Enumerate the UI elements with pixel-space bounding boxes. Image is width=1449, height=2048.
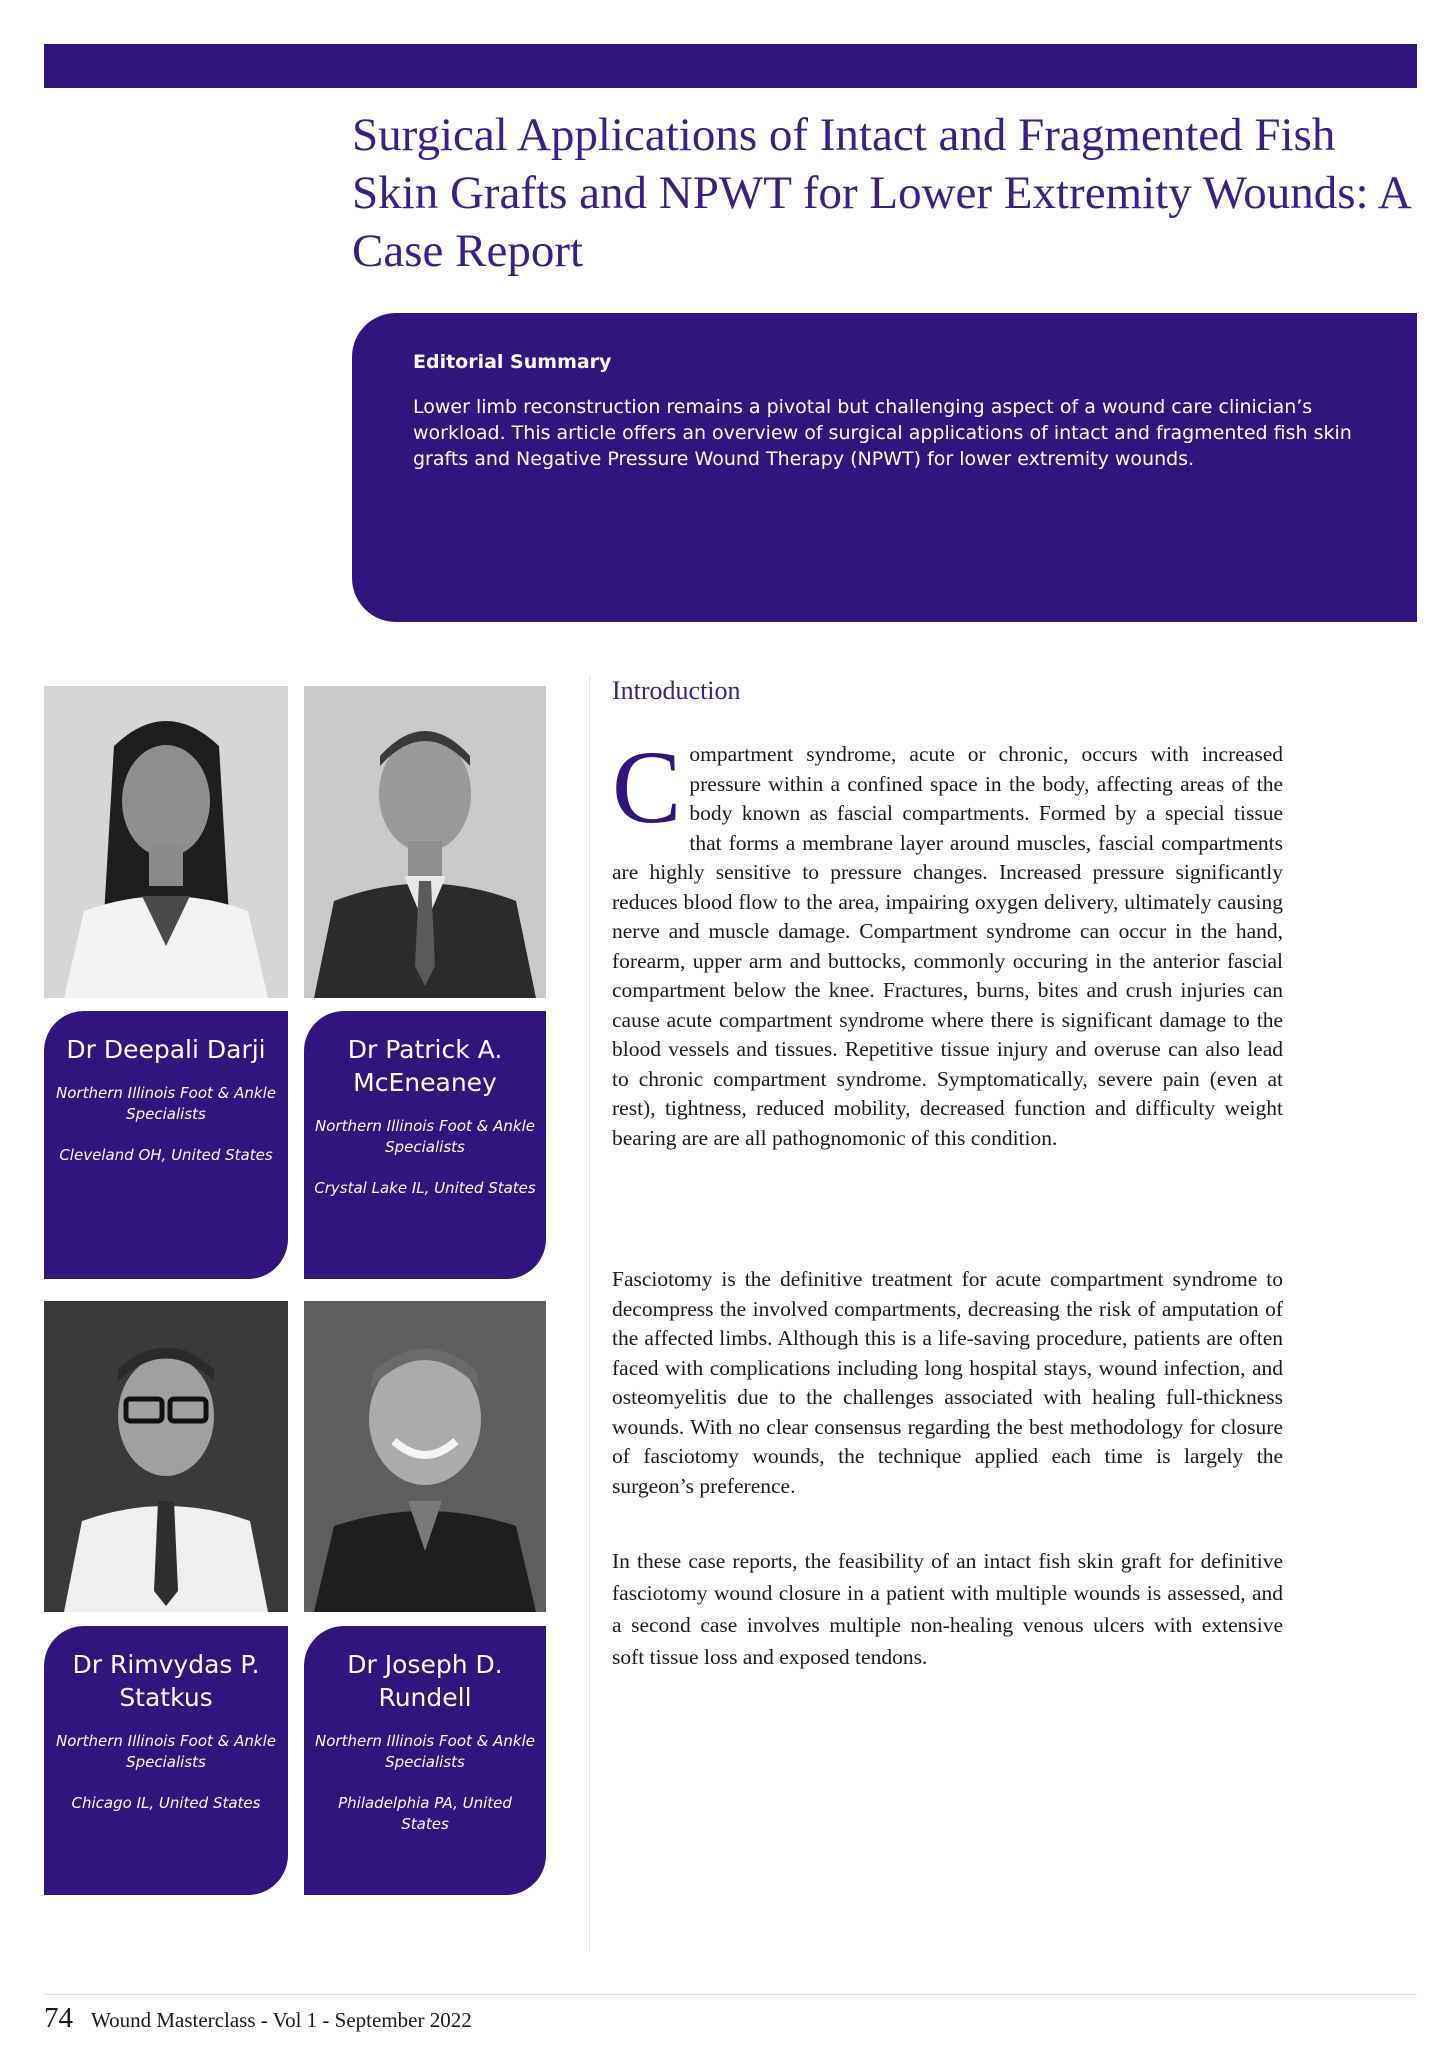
column-divider: [589, 676, 590, 1951]
introduction-paragraph-1-text: ompartment syndrome, acute or chronic, occurs with increased pressure within a confined space in the body, affecting areas of the body known as fascial compartments. Formed by a special tissue that forms a membrane layer around muscles, fascial compartments are highly sensitive to pressure changes. Increased pressure significantly reduces blood flow to the area, impairing oxygen delivery, ultimately causing nerve and muscle damage. Compartment syndrome can occur in the hand, forearm, upper arm and buttocks, commonly occuring in the anterior fascial compartment below the knee. Fractures, burns, bites and crush injuries can cause acute compartment syndrome where there is significant damage to the blood vessels and tissues. Repetitive tissue injury and overuse can also lead to chronic compartment syndrome. Symptomatically, severe pain (even at rest), tightness, reduced mobility, decreased function and difficulty weight bearing are are all pathognomonic of this condition.: [612, 742, 1283, 1150]
page-number: 74: [44, 2002, 73, 2034]
header-bar: [44, 44, 1417, 88]
author-location: Philadelphia PA, United States: [338, 1794, 512, 1833]
author-affiliation: Northern Illinois Foot & Ankle Specialists: [315, 1117, 535, 1156]
author-card-statkus: [44, 1626, 288, 1895]
author-location: Chicago IL, United States: [71, 1794, 261, 1812]
author-card-darji: [44, 1011, 288, 1279]
page-footer: [44, 2002, 472, 2035]
author-affiliation: Northern Illinois Foot & Ankle Specialists: [315, 1732, 535, 1771]
editorial-summary-heading: Editorial Summary: [413, 351, 612, 373]
author-photo-mceneaney: [304, 686, 546, 998]
author-card-rundell: [304, 1626, 546, 1895]
author-affiliation: Northern Illinois Foot & Ankle Specialists: [56, 1732, 276, 1771]
author-photo-darji: [44, 686, 288, 998]
editorial-summary-text: Lower limb reconstruction remains a pivotal but challenging aspect of a wound care clinician’s workload. This article offers an overview of surgical applications of intact and fragmented fish skin grafts and Negative Pressure Wound Therapy (NPWT) for lower extremity wounds.: [413, 396, 1352, 470]
author-photo-statkus: [44, 1301, 288, 1612]
author-name: Dr Deepali Darji: [66, 1035, 266, 1064]
author-name: Dr Joseph D. Rundell: [347, 1650, 503, 1712]
editorial-summary-box: [352, 313, 1417, 622]
author-photo-rundell: [304, 1301, 546, 1612]
article-title: Surgical Applications of Intact and Fragmented Fish Skin Grafts and NPWT for Lower Extremity Wounds: A Case Report: [352, 109, 1410, 277]
introduction-paragraph-3: In these case reports, the feasibility of an intact fish skin graft for definitive fasciotomy wound closure in a patient with multiple wounds is assessed, and a second case involves multiple non-healing venous ulcers with extensive soft tissue loss and exposed tendons.: [612, 1549, 1283, 1669]
author-name: Dr Rimvydas P. Statkus: [72, 1650, 260, 1712]
journal-citation: Wound Masterclass - Vol 1 - September 2022: [91, 2008, 472, 2032]
author-affiliation: Northern Illinois Foot & Ankle Specialists: [56, 1084, 276, 1123]
author-location: Crystal Lake IL, United States: [314, 1179, 536, 1197]
author-card-mceneaney: [304, 1011, 546, 1279]
introduction-heading: Introduction: [612, 676, 741, 705]
footer-rule: [44, 1994, 1417, 1995]
introduction-paragraph-1: [612, 730, 1283, 1153]
author-location: Cleveland OH, United States: [59, 1146, 273, 1164]
author-name: Dr Patrick A. McEneaney: [347, 1035, 503, 1097]
introduction-paragraph-2: Fasciotomy is the definitive treatment for acute compartment syndrome to decompress the involved compartments, decreasing the risk of amputation of the affected limbs. Although this is a life-saving procedure, patients are often faced with complications including long hospital stays, wound infection, and osteomyelitis due to the challenges associated with healing full-thickness wounds. With no clear consensus regarding the best methodology for closure of fasciotomy wounds, the technique applied each time is largely the surgeon’s preference.: [612, 1267, 1283, 1498]
drop-cap: C: [612, 730, 682, 845]
